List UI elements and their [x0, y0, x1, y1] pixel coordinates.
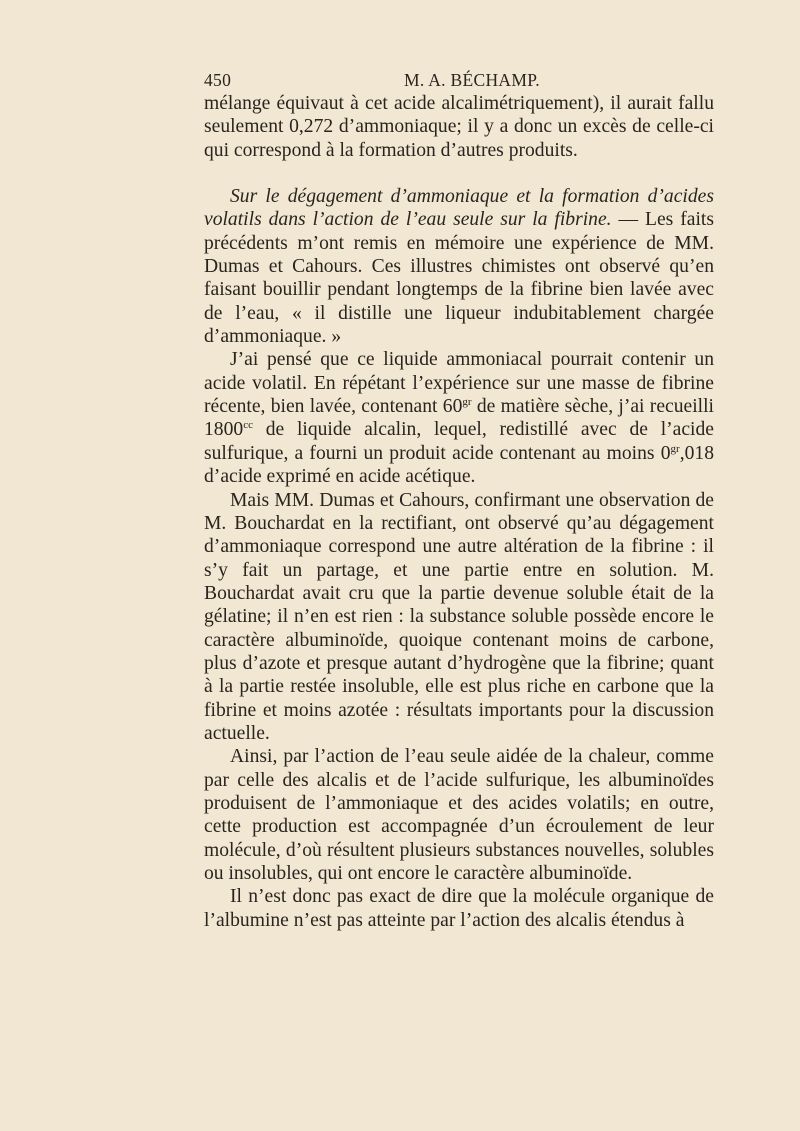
paragraph: Il n’est donc pas exact de dire que la molécule organique de l’albumine n’est pas atteinte par l’action des alcalis étendus à	[204, 886, 714, 931]
unit-superscript: gr	[462, 396, 472, 409]
unit-superscript: gr	[670, 442, 680, 455]
unit-superscript: cc	[243, 419, 253, 432]
paragraph-text: J’ai pensé que ce liquide ammoniacal pourrait contenir un acide volatil. En répétant l’expérience sur une masse de fibrine récente, bien lavée, contenant 60	[204, 349, 714, 418]
page-number: 450	[204, 70, 232, 90]
section-title: Sur le dégagement d’ammoniaque et la formation d’acides volatils dans l’action de l’eau seule sur la fibrine.	[204, 186, 714, 231]
paragraph: Ainsi, par l’action de l’eau seule aidée de la chaleur, comme par celle des alcalis et de l’acide sulfurique, les albuminoïdes produisent de l’ammoniaque et des acides volatils; en outre, cette production est accompagnée d’un écroulement de leur molécule, d’où résultent plusieurs substances nouvelles, solubles ou insolubles, qui ont encore le caractère albuminoïde.	[204, 746, 714, 884]
paragraph-text: — Les faits précédents m’ont remis en mémoire une expérience de MM. Dumas et Cahours. Ces illustres chimistes ont observé qu’en faisant bouillir pendant longtemps de la fibrine bien lavée avec de l’eau, « il distille une liqueur indubitablement chargée d’ammoniaque. »	[204, 209, 714, 348]
paragraph-text: de matière sèche, j’ai recueilli 1800	[204, 396, 714, 441]
paragraph-text: de liquide alcalin, lequel, redistillé avec de l’acide sulfurique, a fourni un produit acide contenant au moins 0	[204, 419, 714, 464]
paragraph	[204, 348, 714, 488]
paragraph-text: ,018 d’acide exprimé en acide acétique.	[204, 442, 714, 488]
running-head: M. A. BÉCHAMP.	[404, 70, 540, 90]
paragraph: Mais MM. Dumas et Cahours, confirmant une observation de M. Bouchardat en la rectifiant, ont observé qu’au dégagement d’ammoniaque correspond une autre altération de la fibrine : il s’y fait un partage, et une partie entre en solution. M. Bouchardat avait cru que la partie devenue soluble était de la gélatine; il n’en est rien : la substance soluble possède encore le caractère albuminoïde, quoique contenant moins de carbone, plus d’azote et presque autant d’hydrogène que la fibrine; quant à la partie restée insoluble, elle est plus riche en carbone que la fibrine et moins azotée : résultats importants pour la discussion actuelle.	[204, 489, 714, 744]
paragraph: mélange équivaut à cet acide alcalimétriquement), il aurait fallu seulement 0,272 d’ammoniaque; il y a donc un excès de celle-ci qui correspond à la formation d’autres produits.	[204, 93, 714, 161]
body-text	[204, 92, 714, 932]
page-content	[204, 70, 714, 932]
paragraph	[204, 185, 714, 348]
page-header	[204, 70, 714, 92]
